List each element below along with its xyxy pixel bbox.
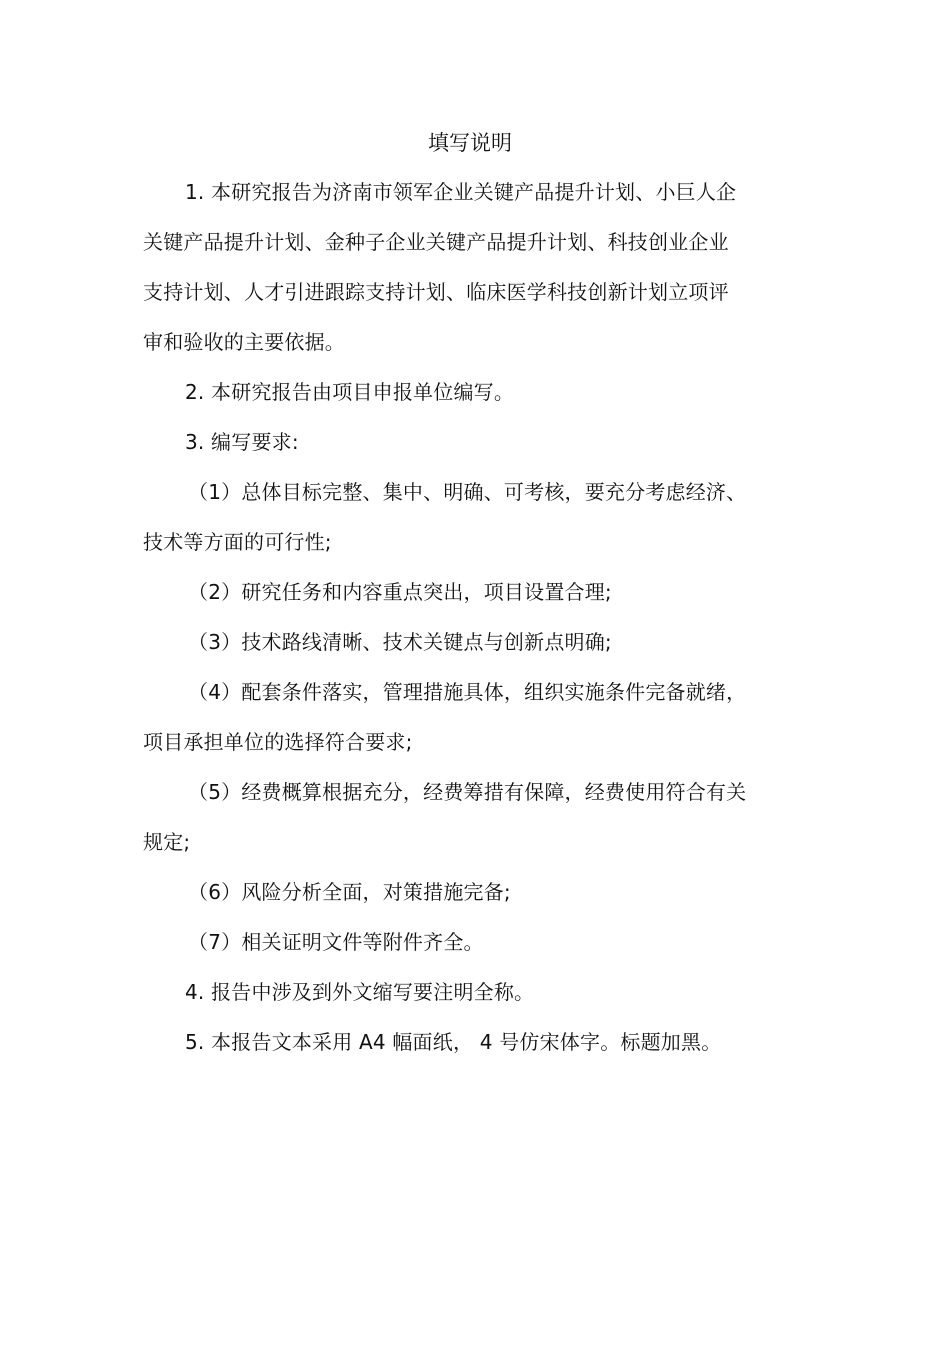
item-2-line: 2. 本研究报告由项目申报单位编写。 xyxy=(185,380,515,404)
document-title: 填写说明 xyxy=(428,131,512,155)
requirement-5-line-2: 规定; xyxy=(143,830,191,854)
item-4-line: 4. 报告中涉及到外文缩写要注明全称。 xyxy=(185,980,535,1004)
requirement-1-line-1: （1）总体目标完整、集中、明确、可考核，要充分考虑经济、 xyxy=(188,480,747,504)
requirement-1-line-2: 技术等方面的可行性; xyxy=(143,530,332,554)
requirement-3-line: （3）技术路线清晰、技术关键点与创新点明确; xyxy=(188,630,612,654)
requirement-7-line: （7）相关证明文件等附件齐全。 xyxy=(188,930,484,954)
item-1-line-2: 关键产品提升计划、金种子企业关键产品提升计划、科技创业企业 xyxy=(143,230,729,254)
requirement-5-line-1: （5）经费概算根据充分，经费筹措有保障，经费使用符合有关 xyxy=(188,780,747,804)
item-1-line-1: 1. 本研究报告为济南市领军企业关键产品提升计划、小巨人企 xyxy=(185,180,737,204)
requirement-4-line-2: 项目承担单位的选择符合要求; xyxy=(143,730,413,754)
item-1-line-4: 审和验收的主要依据。 xyxy=(143,330,345,354)
item-3-line: 3. 编写要求: xyxy=(185,430,299,454)
item-5-line: 5. 本报告文本采用 A4 幅面纸， 4 号仿宋体字。标题加黑。 xyxy=(185,1030,722,1054)
requirement-6-line: （6）风险分析全面，对策措施完备; xyxy=(188,880,511,904)
requirement-4-line-1: （4）配套条件落实，管理措施具体，组织实施条件完备就绪， xyxy=(188,680,747,704)
requirement-2-line: （2）研究任务和内容重点突出，项目设置合理; xyxy=(188,580,612,604)
item-1-line-3: 支持计划、人才引进跟踪支持计划、临床医学科技创新计划立项评 xyxy=(143,280,729,304)
